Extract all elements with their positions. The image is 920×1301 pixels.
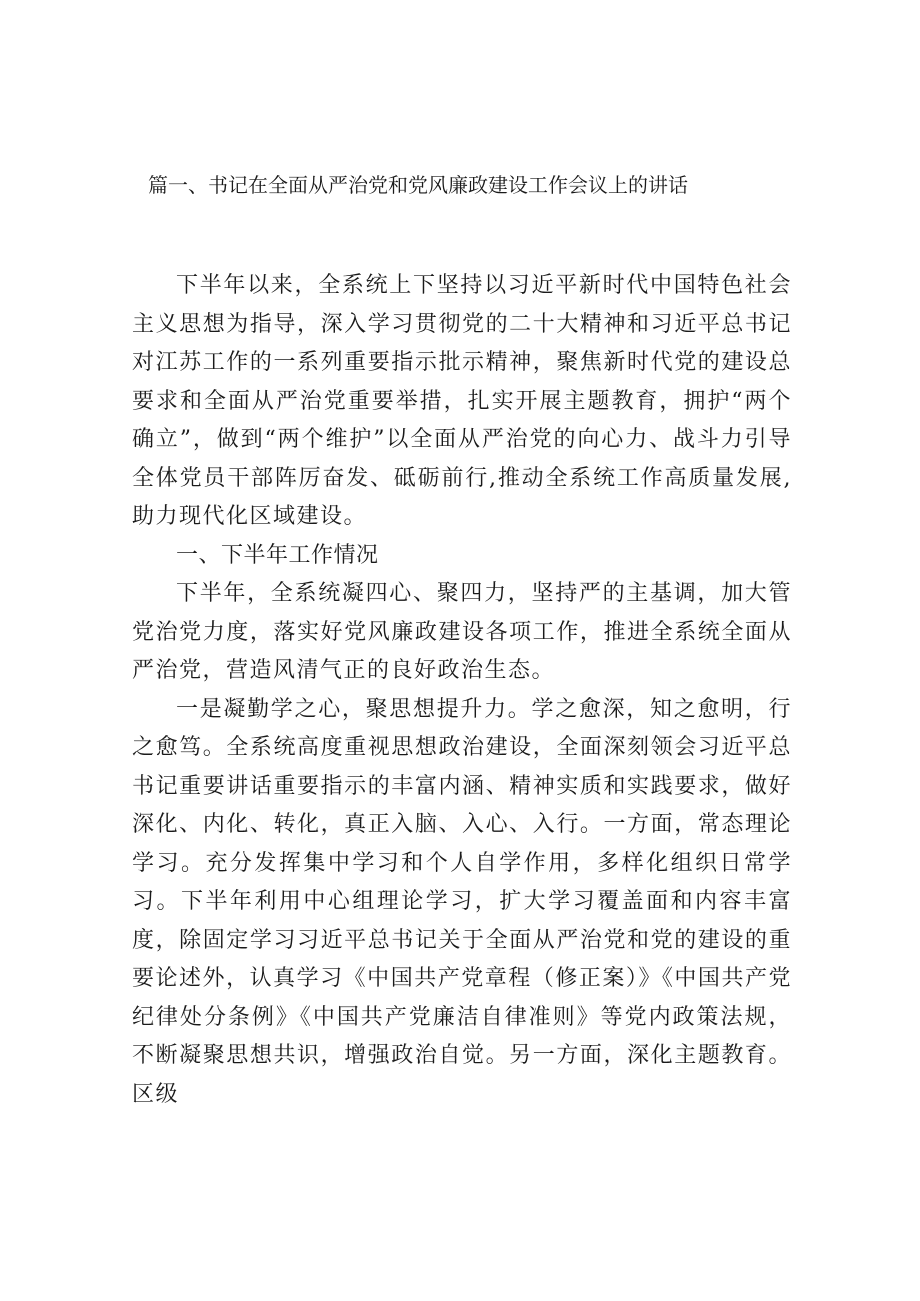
document-title: 篇一、书记在全面从严治党和党风廉政建设工作会议上的讲话	[148, 173, 688, 197]
paragraph-intro: 下半年以来，全系统上下坚持以习近平新时代中国特色社会主义思想为指导，深入学习贯彻党的二十大精神和习近平总书记对江苏工作的一系列重要指示批示精神，聚焦新时代党的建设总要求和全面从严治党重要举措，扎实开展主题教育，拥护“两个确立”，做到“两个维护”以全面从严治党的向心力、战斗力引导全体党员干部阵厉奋发、砥砺前行,推动全系统工作高质量发展,助力现代化区域建设。	[132, 273, 792, 529]
paragraph-study: 一是凝勤学之心，聚思想提升力。学之愈深，知之愈明，行之愈笃。全系统高度重视思想政治建设，全面深刻领会习近平总书记重要讲话重要指示的丰富内涵、精神实质和实践要求，做好深化、内化、转化，真正入脑、入心、入行。一方面，常态理论学习。充分发挥集中学习和个人自学作用，多样化组织日常学习。下半年利用中心组理论学习，扩大学习覆盖面和内容丰富度，除固定学习习近平总书记关于全面从严治党和党的建设的重要论述外，认真学习《中国共产党章程（修正案）》《中国共产党纪律处分条例》《中国共产党廉洁自律准则》等党内政策法规，不断凝聚思想共识，增强政治自觉。另一方面，深化主题教育。区级	[132, 696, 792, 1107]
section-heading-work-status: 一、下半年工作情况	[176, 542, 379, 568]
document-body	[132, 267, 792, 1114]
paragraph-overview: 下半年，全系统凝四心、聚四力，坚持严的主基调，加大管党治党力度，落实好党风廉政建设各项工作，推进全系统全面从严治党，营造风清气正的良好政治生态。	[132, 581, 792, 683]
